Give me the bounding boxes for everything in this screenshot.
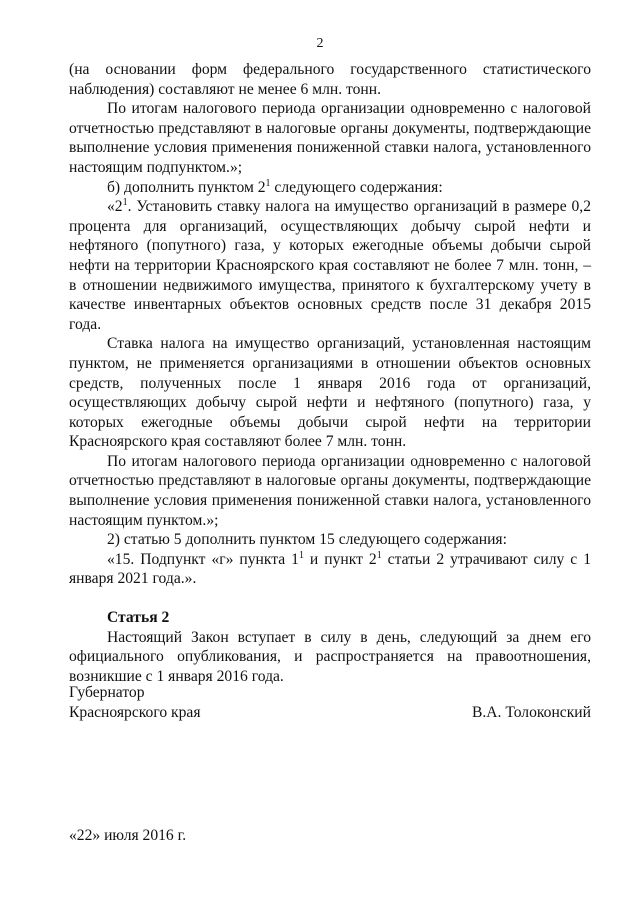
signature-title-line-2: Красноярского края <box>69 703 201 721</box>
paragraph-9: Настоящий Закон вступает в силу в день, следующий за днем его официального опубликования, и распространяется на правоотношения, возникшие с 1 января 2016 года. <box>69 628 591 685</box>
document-date: «22» июля 2016 г. <box>69 827 187 844</box>
page-number: 2 <box>316 36 324 51</box>
signature-block <box>69 683 591 722</box>
document-body <box>69 60 591 686</box>
paragraph-6: По итогам налогового периода организации одновременно с налоговой отчетностью представляют в налоговые органы документы, подтверждающие выполнение условия применения пониженной ставки налога, установленного настоящим пунктом.»; <box>69 452 591 529</box>
text: . Установить ставку налога на имущество организаций в размере 0,2 процента для организаций, осуществляющих добычу сырой нефти и нефтяного (попутного) газа, у которых ежегодные объемы добычи сырой нефти на территории Красноярского края составляют не более 7 млн. тонн, – в отношении недвижимого имущества, принятого к бухгалтерскому учету в качестве инвентарных объектов основных средств после 31 декабря 2015 года. <box>69 198 591 333</box>
superscript: 1 <box>298 549 304 561</box>
superscript: 1 <box>122 196 128 208</box>
paragraph-1: (на основании форм федерального государственного статистического наблюдения) составляют не менее 6 млн. тонн. <box>69 61 591 98</box>
paragraph-2: По итогам налогового периода организации одновременно с налоговой отчетностью представляют в налоговые органы документы, подтверждающие выполнение условия применения пониженной ставки налога, установленного настоящим подпунктом.»; <box>69 100 591 176</box>
signature-title-line-1: Губернатор <box>69 684 145 701</box>
text: «2 <box>107 198 123 216</box>
article-title: Статья 2 <box>107 609 170 627</box>
signature-row <box>69 703 591 723</box>
text: «15. Подпункт «г» пункта 1 <box>107 550 299 568</box>
paragraph-7: 2) статью 5 дополнить пунктом 15 следующего содержания: <box>107 531 507 549</box>
text: и пункт 2 <box>303 550 377 568</box>
paragraph-3 <box>69 178 591 198</box>
paragraph-5: Ставка налога на имущество организаций, установленная настоящим пунктом, не применяется организациями в отношении объектов основных средств, полученных после 1 января 2016 года от организаций, осуществляющих добычу сырой нефти и нефтяного (попутного) газа, у которых ежегодные объемы добычи сырой нефти на территории Красноярского края составляют более 7 млн. тонн. <box>69 335 591 451</box>
paragraph-4 <box>69 197 591 334</box>
spacer <box>69 589 591 608</box>
text: статьи 2 утрачивают силу с 1 января 2021 года.». <box>69 550 591 588</box>
superscript: 1 <box>376 549 382 561</box>
paragraph-8 <box>69 550 591 589</box>
text: б) дополнить пунктом 2 <box>107 178 266 196</box>
text: следующего содержания: <box>270 178 443 196</box>
signatory-name: В.А. Толоконский <box>472 703 591 721</box>
superscript: 1 <box>265 177 271 189</box>
